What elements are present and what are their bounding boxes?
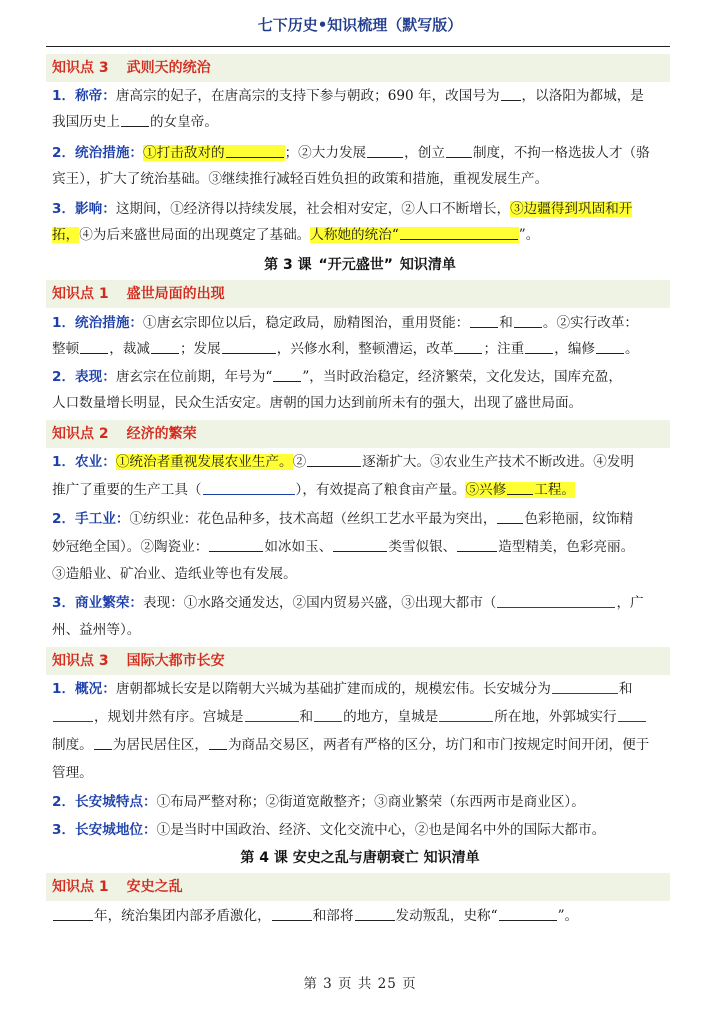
knowledge-point-number: 知识点 2 (52, 426, 109, 442)
highlighted-text: 拓， (52, 227, 80, 243)
text-line: 制度。 为居民居住区， 为商品交易区，两者有严格的区分，坊门和市门按规定时间开闭，便于 (52, 737, 650, 753)
lesson-title: 第 3 课 “开元盛世” 知识清单 (264, 257, 456, 273)
fill-blank (525, 339, 553, 354)
text-line: 2．长安城特点：①布局严整对称；②街道宽敞整齐；③商业繁荣（东西两市是商业区）。 (52, 794, 585, 810)
knowledge-point-title: 经济的繁荣 (126, 426, 197, 442)
fill-blank (507, 480, 533, 495)
text-line: 整顿 ，裁减 ；发展 ，兴修水利，整顿漕运，改革 ；注重 ，编修 。 (52, 341, 639, 357)
text-line: 3．长安城地位：①是当时中国政治、经济、文化交流中心，②也是闻名中外的国际大都市。 (52, 822, 606, 838)
fill-blank (222, 339, 276, 354)
item-label: 2．统治措施： (52, 145, 144, 161)
fill-blank (272, 906, 312, 921)
knowledge-point-number: 知识点 3 (52, 653, 109, 669)
knowledge-point-title: 安史之乱 (126, 879, 183, 895)
text-line: 3．影响：这期间，①经济得以持续发展，社会相对安定，②人口不断增长，③边疆得到巩固和开 (52, 201, 633, 217)
text-line: 2．手工业：①纺织业：花色品种多，技术高超（丝织工艺水平最为突出， 色彩艳丽，纹饰精 (52, 511, 634, 527)
item-label: 3．商业繁荣： (52, 595, 144, 611)
text-line: 州、益州等）。 (52, 622, 141, 638)
fill-blank (245, 707, 299, 722)
fill-blank (367, 143, 403, 158)
text-line: 管理。 (52, 765, 93, 781)
fill-blank (53, 906, 93, 921)
fill-blank (80, 339, 108, 354)
text-line: 人口数量增长明显，民众生活安定。唐朝的国力达到前所未有的强大，出现了盛世局面。 (52, 395, 583, 411)
page-number: 第 3 页 共 25 页 (303, 976, 417, 992)
text-line: 1．概况：唐朝都城长安是以隋朝大兴城为基础扩建而成的，规模宏伟。长安城分为 和 (52, 681, 633, 697)
fill-blank (514, 313, 542, 328)
highlighted-text: ③边疆得到巩固和开 (510, 201, 633, 217)
text-line: 2．统治措施：①打击敌对的 ；②大力发展 ，创立 制度，不拘一格选拔人才（骆 (52, 145, 650, 161)
knowledge-point-heading (46, 420, 670, 448)
text-line: ，规划井然有序。宫城是 和 的地方，皇城是 所在地，外郭城实行 (52, 706, 672, 728)
header-divider (46, 46, 670, 47)
text-line: ③造船业、矿冶业、造纸业等也有发展。 (52, 566, 297, 582)
fill-blank (454, 339, 482, 354)
fill-blank (618, 707, 646, 722)
knowledge-point-heading (46, 280, 670, 308)
fill-blank (470, 313, 498, 328)
lesson-title: 第 4 课 安史之乱与唐朝衰亡 知识清单 (240, 850, 480, 866)
text-line: 妙冠绝全国）。②陶瓷业： 如冰如玉、 类雪似银、 造型精美，色彩亮丽。 (52, 539, 635, 555)
knowledge-point-heading (46, 54, 670, 82)
fill-blank (203, 480, 295, 495)
item-label: 1．农业： (52, 454, 116, 470)
item-label: 1．称帝： (52, 88, 116, 104)
fill-blank (497, 509, 523, 524)
knowledge-point-heading (46, 873, 670, 901)
item-label: 2．手工业： (52, 511, 130, 527)
item-label: 2．表现： (52, 369, 116, 385)
text-line: 1．农业：①统治者重视发展农业生产。② 逐渐扩大。③农业生产技术不断改进。④发明 (52, 454, 635, 470)
text-line: 2．表现：唐玄宗在位前期，年号为“ ”，当时政治稳定，经济繁荣，文化发达，国库充盈， (52, 369, 622, 385)
knowledge-point-number: 知识点 1 (52, 879, 109, 895)
fill-blank (121, 112, 149, 127)
page-title: 七下历史•知识梳理（默写版） (257, 16, 463, 34)
highlighted-text: ①统治者重视发展农业生产。 (115, 454, 293, 470)
fill-blank (333, 537, 387, 552)
text-line: 我国历史上 的女皇帝。 (52, 114, 218, 130)
knowledge-point-title: 国际大都市长安 (126, 653, 225, 669)
knowledge-point-title: 盛世局面的出现 (126, 286, 225, 302)
fill-blank (53, 707, 93, 722)
item-label: 1．概况： (52, 681, 116, 697)
highlighted-text: ①打击敌对的 (143, 145, 285, 161)
fill-blank (307, 452, 361, 467)
fill-blank (439, 707, 493, 722)
item-label: 3．影响： (52, 201, 116, 217)
fill-blank (209, 735, 227, 750)
highlighted-text: ⑤兴修 工程。 (465, 482, 576, 498)
fill-blank (457, 537, 497, 552)
text-line: 推广了重要的生产工具（ ），有效提高了粮食亩产量。⑤兴修 工程。 (52, 482, 576, 498)
text-line: 3．商业繁荣：表现：①水路交通发达，②国内贸易兴盛，③出现大都市（ ，广 (52, 595, 644, 611)
fill-blank (501, 86, 521, 101)
knowledge-point-heading (46, 647, 670, 675)
fill-blank (226, 143, 284, 158)
fill-blank (497, 593, 615, 608)
fill-blank (314, 707, 342, 722)
text-line: 1．统治措施：①唐玄宗即位以后，稳定政局，励精图治，重用贤能： 和 。②实行改革： (52, 315, 639, 331)
text-line: 宾王），扩大了统治基础。③继续推行减轻百姓负担的政策和措施，重视发展生产。 (52, 171, 549, 187)
item-label: 2．长安城特点： (52, 794, 157, 810)
item-label: 3．长安城地位： (52, 822, 157, 838)
fill-blank (209, 537, 263, 552)
fill-blank (446, 143, 472, 158)
fill-blank (355, 906, 395, 921)
text-line: 1．称帝：唐高宗的妃子，在唐高宗的支持下参与朝政；690 年，改国号为 ，以洛阳为都城，是 (52, 88, 644, 104)
fill-blank (499, 906, 557, 921)
text-line: 年，统治集团内部矛盾激化， 和部将 发动叛乱，史称“ ”。 (52, 905, 672, 927)
knowledge-point-title: 武则天的统治 (126, 60, 211, 76)
fill-blank (94, 735, 112, 750)
text-line: 拓，④为后来盛世局面的出现奠定了基础。人称她的统治“ ”。 (52, 227, 540, 243)
fill-blank (400, 225, 518, 240)
fill-blank (273, 367, 301, 382)
fill-blank (151, 339, 179, 354)
knowledge-point-number: 知识点 1 (52, 286, 109, 302)
highlighted-text: 人称她的统治“ (310, 227, 519, 243)
fill-blank (552, 679, 618, 694)
knowledge-point-number: 知识点 3 (52, 60, 109, 76)
item-label: 1．统治措施： (52, 315, 144, 331)
fill-blank (596, 339, 624, 354)
